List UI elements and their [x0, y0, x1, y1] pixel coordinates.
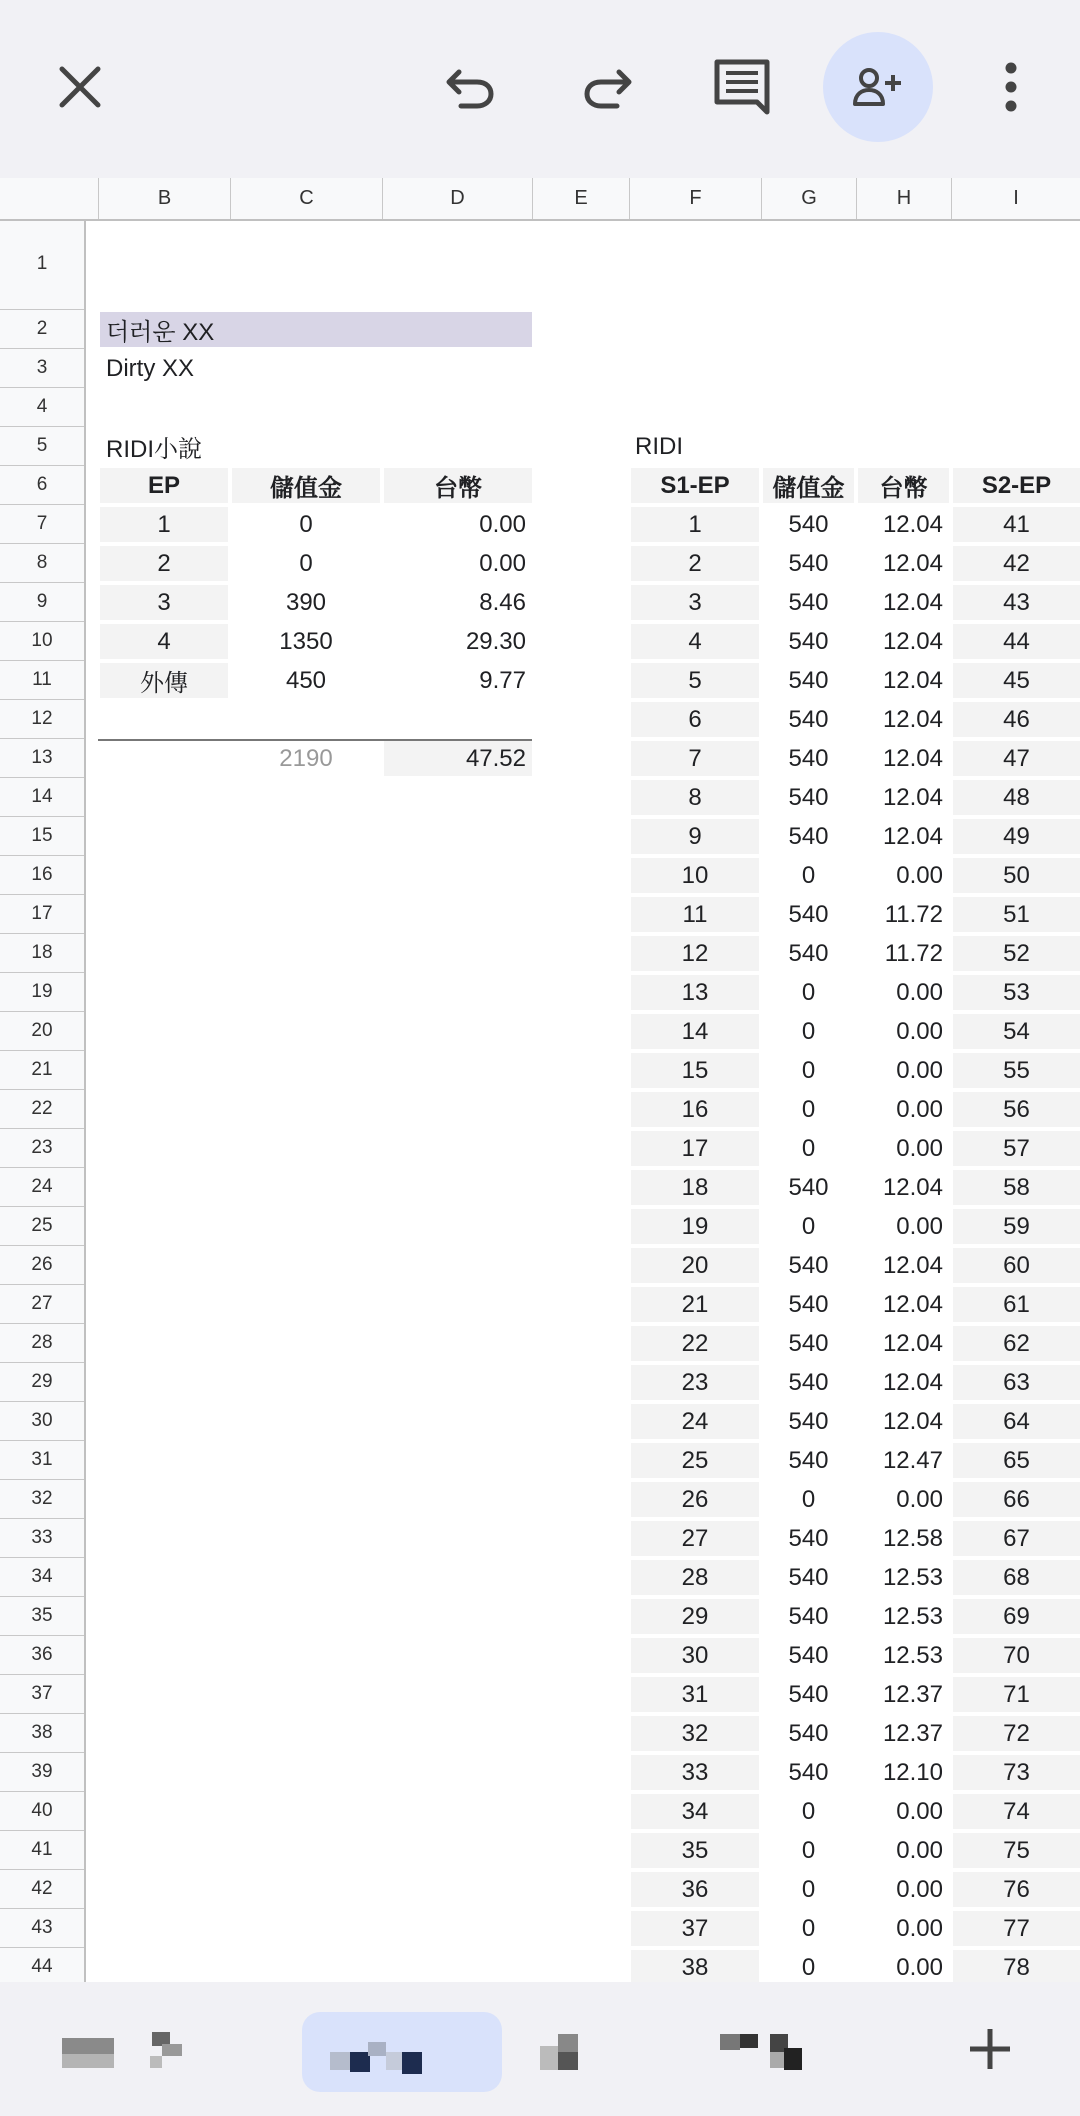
right-coins-cell[interactable]: 540	[788, 1602, 829, 1630]
right-s2-ep-cell[interactable]: 53	[953, 975, 1080, 1010]
row-header-22[interactable]: 22	[0, 1090, 84, 1129]
right-s1-ep-cell[interactable]: 18	[631, 1170, 759, 1205]
right-twd-cell[interactable]: 0.00	[896, 1797, 943, 1825]
right-twd-cell[interactable]: 0.00	[896, 1485, 943, 1513]
right-s1-ep-cell[interactable]: 29	[631, 1599, 759, 1634]
redo-button[interactable]	[552, 32, 662, 142]
left-header-twd[interactable]: 台幣	[384, 468, 532, 503]
left-header-ep[interactable]: EP	[100, 468, 228, 503]
row-header-26[interactable]: 26	[0, 1246, 84, 1285]
right-s2-ep-cell[interactable]: 68	[953, 1560, 1080, 1595]
row-header-31[interactable]: 31	[0, 1441, 84, 1480]
left-ep-cell[interactable]: 4	[100, 624, 228, 659]
right-s2-ep-cell[interactable]: 71	[953, 1677, 1080, 1712]
row-header-34[interactable]: 34	[0, 1558, 84, 1597]
left-coins-cell[interactable]: 0	[299, 549, 313, 577]
right-s2-ep-cell[interactable]: 56	[953, 1092, 1080, 1127]
right-twd-cell[interactable]: 12.53	[882, 1602, 943, 1630]
row-header-40[interactable]: 40	[0, 1792, 84, 1831]
right-twd-cell[interactable]: 12.04	[882, 783, 943, 811]
row-header-21[interactable]: 21	[0, 1051, 84, 1090]
right-s1-ep-cell[interactable]: 14	[631, 1014, 759, 1049]
more-vert-icon	[1004, 62, 1018, 112]
right-coins-cell[interactable]: 540	[788, 1251, 829, 1279]
right-s1-ep-cell[interactable]: 32	[631, 1716, 759, 1751]
right-table-title[interactable]: RIDI	[635, 432, 683, 460]
left-twd-cell[interactable]: 9.77	[479, 666, 526, 694]
row-header-13[interactable]: 13	[0, 739, 84, 778]
right-twd-cell[interactable]: 0.00	[896, 1914, 943, 1942]
left-ep-cell[interactable]: 外傳	[100, 663, 228, 698]
right-s1-ep-cell[interactable]: 23	[631, 1365, 759, 1400]
right-twd-cell[interactable]: 12.04	[882, 1329, 943, 1357]
right-s1-ep-cell[interactable]: 20	[631, 1248, 759, 1283]
row-header-38[interactable]: 38	[0, 1714, 84, 1753]
row-header-42[interactable]: 42	[0, 1870, 84, 1909]
left-twd-cell[interactable]: 29.30	[465, 627, 526, 655]
right-s2-ep-cell[interactable]: 42	[953, 546, 1080, 581]
right-s2-ep-cell[interactable]: 51	[953, 897, 1080, 932]
right-twd-cell[interactable]: 0.00	[896, 1212, 943, 1240]
right-s1-ep-cell[interactable]: 6	[631, 702, 759, 737]
right-coins-cell[interactable]: 540	[788, 939, 829, 967]
right-s2-ep-cell[interactable]: 45	[953, 663, 1080, 698]
more-options-button[interactable]	[956, 32, 1066, 142]
top-toolbar	[0, 0, 1080, 178]
right-s1-ep-cell[interactable]: 33	[631, 1755, 759, 1790]
title-korean-cell[interactable]: 더러운 XX	[100, 312, 532, 347]
row-header-27[interactable]: 27	[0, 1285, 84, 1324]
right-s2-ep-cell[interactable]: 44	[953, 624, 1080, 659]
spreadsheet-grid[interactable]	[0, 178, 1080, 1982]
row-header-1[interactable]: 1	[0, 219, 84, 310]
row-header-20[interactable]: 20	[0, 1012, 84, 1051]
right-s2-ep-cell[interactable]: 47	[953, 741, 1080, 776]
right-s1-ep-cell[interactable]: 36	[631, 1872, 759, 1907]
right-s1-ep-cell[interactable]: 11	[631, 897, 759, 932]
row-header-18[interactable]: 18	[0, 934, 84, 973]
add-person-icon	[853, 67, 903, 107]
right-s2-ep-cell[interactable]: 64	[953, 1404, 1080, 1439]
right-coins-cell[interactable]: 0	[801, 1875, 816, 1903]
left-table-title[interactable]: RIDI小說	[106, 436, 202, 463]
right-s2-ep-cell[interactable]: 57	[953, 1131, 1080, 1166]
right-s2-ep-cell[interactable]: 50	[953, 858, 1080, 893]
row-header-33[interactable]: 33	[0, 1519, 84, 1558]
right-s1-ep-cell[interactable]: 34	[631, 1794, 759, 1829]
row-header-2[interactable]: 2	[0, 310, 84, 349]
right-twd-cell[interactable]: 0.00	[896, 861, 943, 889]
right-s2-ep-cell[interactable]: 73	[953, 1755, 1080, 1790]
right-twd-cell[interactable]: 0.00	[896, 978, 943, 1006]
right-twd-cell[interactable]: 12.04	[882, 1407, 943, 1435]
column-header-c[interactable]: C	[230, 178, 382, 219]
row-header-37[interactable]: 37	[0, 1675, 84, 1714]
right-coins-cell[interactable]: 540	[788, 1290, 829, 1318]
row-header-39[interactable]: 39	[0, 1753, 84, 1792]
right-coins-cell[interactable]: 0	[801, 1212, 816, 1240]
plus-icon	[968, 2027, 1012, 2071]
right-s1-ep-cell[interactable]: 28	[631, 1560, 759, 1595]
row-header-41[interactable]: 41	[0, 1831, 84, 1870]
right-twd-cell[interactable]: 12.37	[882, 1719, 943, 1747]
row-header-35[interactable]: 35	[0, 1597, 84, 1636]
right-s1-ep-cell[interactable]: 38	[631, 1950, 759, 1982]
right-coins-cell[interactable]: 540	[788, 588, 829, 616]
right-coins-cell[interactable]: 540	[788, 783, 829, 811]
right-s1-ep-cell[interactable]: 12	[631, 936, 759, 971]
right-twd-cell[interactable]: 12.04	[882, 1173, 943, 1201]
right-coins-cell[interactable]: 0	[801, 1134, 816, 1162]
sheet-tab-1[interactable]	[40, 2012, 220, 2092]
right-s2-ep-cell[interactable]: 65	[953, 1443, 1080, 1478]
sheet-tab-4[interactable]	[700, 2012, 840, 2092]
row-header-28[interactable]: 28	[0, 1324, 84, 1363]
right-coins-cell[interactable]: 540	[788, 1758, 829, 1786]
column-header-e[interactable]: E	[532, 178, 629, 219]
undo-button[interactable]	[416, 32, 526, 142]
comment-icon	[713, 58, 771, 116]
row-header-5[interactable]: 5	[0, 427, 84, 466]
right-s1-ep-cell[interactable]: 8	[631, 780, 759, 815]
right-coins-cell[interactable]: 0	[801, 1797, 816, 1825]
right-s1-ep-cell[interactable]: 35	[631, 1833, 759, 1868]
right-s2-ep-cell[interactable]: 75	[953, 1833, 1080, 1868]
right-coins-cell[interactable]: 540	[788, 1680, 829, 1708]
right-twd-cell[interactable]: 12.04	[882, 1290, 943, 1318]
total-divider-line	[98, 739, 532, 741]
right-s2-ep-cell[interactable]: 62	[953, 1326, 1080, 1361]
column-header-b[interactable]: B	[98, 178, 230, 219]
row-header-10[interactable]: 10	[0, 622, 84, 661]
right-coins-cell[interactable]: 540	[788, 666, 829, 694]
right-s1-ep-cell[interactable]: 22	[631, 1326, 759, 1361]
right-s1-ep-cell[interactable]: 15	[631, 1053, 759, 1088]
row-header-12[interactable]: 12	[0, 700, 84, 739]
undo-icon	[445, 64, 497, 110]
row-header-24[interactable]: 24	[0, 1168, 84, 1207]
right-coins-cell[interactable]: 540	[788, 510, 829, 538]
add-sheet-button[interactable]	[935, 1994, 1045, 2104]
right-twd-cell[interactable]: 12.37	[882, 1680, 943, 1708]
row-header-11[interactable]: 11	[0, 661, 84, 700]
left-ep-cell[interactable]: 3	[100, 585, 228, 620]
right-twd-cell[interactable]: 12.04	[882, 588, 943, 616]
sheet-tab-3[interactable]	[520, 2012, 640, 2092]
right-s2-ep-cell[interactable]: 69	[953, 1599, 1080, 1634]
left-ep-cell[interactable]: 1	[100, 507, 228, 542]
right-twd-cell[interactable]: 0.00	[896, 1134, 943, 1162]
right-s2-ep-cell[interactable]: 61	[953, 1287, 1080, 1322]
right-s2-ep-cell[interactable]: 72	[953, 1716, 1080, 1751]
right-s1-ep-cell[interactable]: 19	[631, 1209, 759, 1244]
right-s1-ep-cell[interactable]: 10	[631, 858, 759, 893]
row-header-8[interactable]: 8	[0, 544, 84, 583]
row-header-17[interactable]: 17	[0, 895, 84, 934]
right-s1-ep-cell[interactable]: 9	[631, 819, 759, 854]
right-header-twd[interactable]: 台幣	[858, 468, 949, 503]
right-twd-cell[interactable]: 12.58	[882, 1524, 943, 1552]
right-s1-ep-cell[interactable]: 2	[631, 546, 759, 581]
right-s2-ep-cell[interactable]: 58	[953, 1170, 1080, 1205]
right-s1-ep-cell[interactable]: 17	[631, 1131, 759, 1166]
right-twd-cell[interactable]: 12.04	[882, 627, 943, 655]
left-header-coins[interactable]: 儲值金	[232, 468, 380, 503]
right-s2-ep-cell[interactable]: 66	[953, 1482, 1080, 1517]
right-s2-ep-cell[interactable]: 48	[953, 780, 1080, 815]
right-twd-cell[interactable]: 12.47	[882, 1446, 943, 1474]
right-coins-cell[interactable]: 0	[801, 1914, 816, 1942]
right-s2-ep-cell[interactable]: 46	[953, 702, 1080, 737]
right-s1-ep-cell[interactable]: 26	[631, 1482, 759, 1517]
right-coins-cell[interactable]: 0	[801, 1836, 816, 1864]
total-coins-cell[interactable]: 2190	[279, 744, 333, 772]
right-s2-ep-cell[interactable]: 55	[953, 1053, 1080, 1088]
row-header-36[interactable]: 36	[0, 1636, 84, 1675]
right-s2-ep-cell[interactable]: 49	[953, 819, 1080, 854]
right-s2-ep-cell[interactable]: 60	[953, 1248, 1080, 1283]
row-header-19[interactable]: 19	[0, 973, 84, 1012]
right-twd-cell[interactable]: 0.00	[896, 1017, 943, 1045]
right-coins-cell[interactable]: 0	[801, 861, 816, 889]
row-header-43[interactable]: 43	[0, 1909, 84, 1948]
right-s1-ep-cell[interactable]: 7	[631, 741, 759, 776]
row-header-32[interactable]: 32	[0, 1480, 84, 1519]
right-s2-ep-cell[interactable]: 52	[953, 936, 1080, 971]
right-s2-ep-cell[interactable]: 78	[953, 1950, 1080, 1982]
row-header-4[interactable]: 4	[0, 388, 84, 427]
row-header-30[interactable]: 30	[0, 1402, 84, 1441]
right-coins-cell[interactable]: 0	[801, 1095, 816, 1123]
comment-button[interactable]	[687, 32, 797, 142]
right-s1-ep-cell[interactable]: 13	[631, 975, 759, 1010]
right-coins-cell[interactable]: 0	[801, 1953, 816, 1981]
right-coins-cell[interactable]: 540	[788, 1641, 829, 1669]
right-coins-cell[interactable]: 540	[788, 900, 829, 928]
right-twd-cell[interactable]: 0.00	[896, 1836, 943, 1864]
row-header-44[interactable]: 44	[0, 1948, 84, 1982]
share-button[interactable]	[823, 32, 933, 142]
right-twd-cell[interactable]: 11.72	[884, 900, 943, 928]
row-header-6[interactable]: 6	[0, 466, 84, 505]
right-s1-ep-cell[interactable]: 5	[631, 663, 759, 698]
right-coins-cell[interactable]: 540	[788, 705, 829, 733]
right-coins-cell[interactable]: 540	[788, 627, 829, 655]
right-s1-ep-cell[interactable]: 3	[631, 585, 759, 620]
close-icon	[57, 64, 103, 110]
right-coins-cell[interactable]: 540	[788, 1329, 829, 1357]
total-twd-cell[interactable]: 47.52	[384, 741, 532, 776]
right-coins-cell[interactable]: 0	[801, 1056, 816, 1084]
right-s1-ep-cell[interactable]: 30	[631, 1638, 759, 1673]
right-s2-ep-cell[interactable]: 70	[953, 1638, 1080, 1673]
left-coins-cell[interactable]: 0	[299, 510, 313, 538]
right-twd-cell[interactable]: 12.04	[882, 744, 943, 772]
right-twd-cell[interactable]: 12.04	[882, 666, 943, 694]
redo-icon	[581, 64, 633, 110]
right-twd-cell[interactable]: 12.04	[882, 822, 943, 850]
right-twd-cell[interactable]: 12.10	[882, 1758, 943, 1786]
column-header-f[interactable]: F	[629, 178, 761, 219]
left-coins-cell[interactable]: 390	[285, 588, 327, 616]
right-coins-cell[interactable]: 540	[788, 1563, 829, 1591]
row-header-14[interactable]: 14	[0, 778, 84, 817]
right-s1-ep-cell[interactable]: 25	[631, 1443, 759, 1478]
row-header-29[interactable]: 29	[0, 1363, 84, 1402]
right-s2-ep-cell[interactable]: 59	[953, 1209, 1080, 1244]
row-header-9[interactable]: 9	[0, 583, 84, 622]
column-header-i[interactable]: I	[951, 178, 1080, 219]
row-header-16[interactable]: 16	[0, 856, 84, 895]
right-twd-cell[interactable]: 12.04	[882, 1251, 943, 1279]
right-twd-cell[interactable]: 11.72	[884, 939, 943, 967]
right-s1-ep-cell[interactable]: 31	[631, 1677, 759, 1712]
right-coins-cell[interactable]: 0	[801, 1485, 816, 1513]
right-s2-ep-cell[interactable]: 77	[953, 1911, 1080, 1946]
right-twd-cell[interactable]: 12.53	[882, 1563, 943, 1591]
right-coins-cell[interactable]: 540	[788, 1368, 829, 1396]
right-twd-cell[interactable]: 12.04	[882, 510, 943, 538]
right-coins-cell[interactable]: 540	[788, 744, 829, 772]
title-english-cell[interactable]: Dirty XX	[106, 354, 195, 382]
row-header-25[interactable]: 25	[0, 1207, 84, 1246]
row-header-23[interactable]: 23	[0, 1129, 84, 1168]
right-s2-ep-cell[interactable]: 41	[953, 507, 1080, 542]
right-twd-cell[interactable]: 0.00	[896, 1056, 943, 1084]
left-twd-cell[interactable]: 8.46	[479, 588, 526, 616]
right-s2-ep-cell[interactable]: 54	[953, 1014, 1080, 1049]
right-coins-cell[interactable]: 0	[801, 978, 816, 1006]
right-s1-ep-cell[interactable]: 37	[631, 1911, 759, 1946]
left-coins-cell[interactable]: 450	[285, 666, 327, 694]
column-header-d[interactable]: D	[382, 178, 532, 219]
right-s1-ep-cell[interactable]: 24	[631, 1404, 759, 1439]
right-twd-cell[interactable]: 12.04	[882, 1368, 943, 1396]
column-header-bar	[0, 178, 1080, 221]
right-coins-cell[interactable]: 540	[788, 1407, 829, 1435]
sheet-tab-2-selected[interactable]	[302, 2012, 502, 2092]
right-s1-ep-cell[interactable]: 27	[631, 1521, 759, 1556]
column-header-h[interactable]: H	[856, 178, 951, 219]
right-s2-ep-cell[interactable]: 43	[953, 585, 1080, 620]
right-s2-ep-cell[interactable]: 74	[953, 1794, 1080, 1829]
right-header-s2-ep[interactable]: S2-EP	[953, 468, 1080, 503]
close-button[interactable]	[25, 32, 135, 142]
right-coins-cell[interactable]: 540	[788, 1524, 829, 1552]
row-header-15[interactable]: 15	[0, 817, 84, 856]
left-ep-cell[interactable]: 2	[100, 546, 228, 581]
right-s1-ep-cell[interactable]: 16	[631, 1092, 759, 1127]
right-twd-cell[interactable]: 0.00	[896, 1875, 943, 1903]
right-s2-ep-cell[interactable]: 63	[953, 1365, 1080, 1400]
right-twd-cell[interactable]: 12.04	[882, 705, 943, 733]
left-twd-cell[interactable]: 0.00	[479, 510, 526, 538]
right-coins-cell[interactable]: 540	[788, 1446, 829, 1474]
right-header-s1-ep[interactable]: S1-EP	[631, 468, 759, 503]
column-header-g[interactable]: G	[761, 178, 856, 219]
right-twd-cell[interactable]: 0.00	[896, 1095, 943, 1123]
right-twd-cell[interactable]: 0.00	[896, 1953, 943, 1981]
right-header-coins[interactable]: 儲值金	[763, 468, 854, 503]
sheet-tabs-bar	[0, 1982, 1080, 2116]
right-coins-cell[interactable]: 540	[788, 1173, 829, 1201]
right-twd-cell[interactable]: 12.04	[882, 549, 943, 577]
right-twd-cell[interactable]: 12.53	[882, 1641, 943, 1669]
right-s1-ep-cell[interactable]: 1	[631, 507, 759, 542]
right-s2-ep-cell[interactable]: 67	[953, 1521, 1080, 1556]
row-header-7[interactable]: 7	[0, 505, 84, 544]
right-coins-cell[interactable]: 0	[801, 1017, 816, 1045]
right-s1-ep-cell[interactable]: 21	[631, 1287, 759, 1322]
row-header-3[interactable]: 3	[0, 349, 84, 388]
left-coins-cell[interactable]: 1350	[279, 627, 333, 655]
right-coins-cell[interactable]: 540	[788, 1719, 829, 1747]
right-coins-cell[interactable]: 540	[788, 549, 829, 577]
right-coins-cell[interactable]: 540	[788, 822, 829, 850]
left-twd-cell[interactable]: 0.00	[479, 549, 526, 577]
right-s2-ep-cell[interactable]: 76	[953, 1872, 1080, 1907]
right-s1-ep-cell[interactable]: 4	[631, 624, 759, 659]
